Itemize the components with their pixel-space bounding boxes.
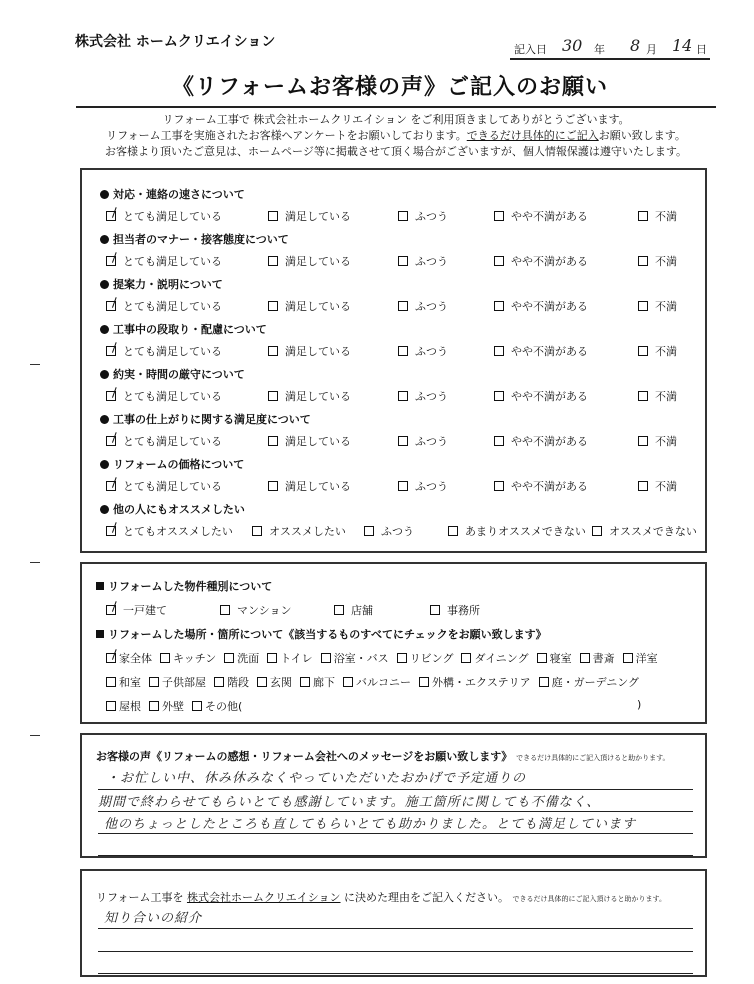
checkbox[interactable]	[398, 301, 408, 311]
voice-line-2: 期間で終わらせてもらいとても感謝しています。施工箇所に関しても不備なく、	[98, 795, 601, 810]
question-title	[100, 186, 245, 202]
rating-option[interactable]	[494, 478, 588, 494]
place-option[interactable]	[149, 700, 184, 713]
reason-section	[80, 869, 707, 977]
question-title-text: 約実・時間の厳守について	[113, 368, 245, 381]
rating-option[interactable]	[106, 253, 222, 269]
option-label: 不満	[655, 345, 677, 358]
date-day: 14	[672, 36, 693, 55]
option-label: 満足している	[285, 300, 351, 313]
month-unit: 月	[646, 43, 657, 56]
checkbox[interactable]	[398, 346, 408, 356]
option-label: 屋根	[119, 700, 141, 713]
rating-option[interactable]	[268, 253, 351, 269]
option-label: とても満足している	[123, 480, 222, 493]
ruled-line	[98, 973, 693, 974]
customer-voice-section	[80, 733, 707, 858]
reason-note: できるだけ具体的にご記入頂けると助かります。	[512, 895, 666, 903]
reason-prompt	[96, 889, 666, 905]
rating-option[interactable]	[638, 208, 677, 224]
checkbox[interactable]	[398, 211, 408, 221]
option-label: やや不満がある	[511, 435, 588, 448]
option-label: 寝室	[549, 652, 572, 665]
question-title-text: 他の人にもオススメしたい	[113, 503, 245, 516]
option-label: 不満	[655, 480, 677, 493]
option-label: 満足している	[285, 435, 351, 448]
option-label: ふつう	[415, 345, 448, 358]
checkbox[interactable]	[334, 605, 344, 615]
checkbox-checked[interactable]	[106, 301, 116, 311]
ruled-line	[98, 833, 693, 834]
option-label: 不満	[655, 390, 677, 403]
option-label: 満足している	[285, 390, 351, 403]
place-row	[106, 698, 250, 714]
option-label: リビング	[409, 652, 454, 665]
question-title-text: 提案力・説明について	[113, 278, 223, 291]
option-label: キッチン	[173, 652, 217, 665]
rating-option[interactable]	[398, 478, 448, 494]
voice-note: できるだけ具体的にご記入頂けると助かります。	[516, 754, 670, 762]
option-label: その他(	[205, 700, 243, 713]
bullet-icon	[100, 460, 109, 469]
checkbox[interactable]	[592, 526, 602, 536]
checkbox[interactable]	[268, 391, 278, 401]
place-option[interactable]	[149, 676, 206, 689]
rating-option[interactable]	[638, 433, 677, 449]
option-label: ふつう	[415, 390, 448, 403]
option-label: ふつう	[381, 525, 414, 538]
date-field[interactable]	[510, 38, 710, 60]
checkbox[interactable]	[638, 481, 648, 491]
voice-line-3: 他のちょっとしたところも直してもらいとても助かりました。とても満足しています	[104, 817, 637, 832]
place-option[interactable]	[343, 676, 411, 689]
rating-option[interactable]	[638, 388, 677, 404]
voice-title	[96, 748, 670, 764]
bullet-icon	[100, 235, 109, 244]
satisfaction-survey	[80, 168, 707, 553]
option-label: 満足している	[285, 255, 351, 268]
option-label: とても満足している	[123, 345, 222, 358]
option-label: 不満	[655, 435, 677, 448]
option-label: やや不満がある	[511, 390, 588, 403]
option-label: 不満	[655, 255, 677, 268]
checkbox[interactable]	[220, 605, 230, 615]
company-name: 株式会社 ホームクリエイション	[75, 34, 276, 50]
rating-option[interactable]	[638, 298, 677, 314]
checkbox[interactable]	[224, 653, 234, 663]
checkbox[interactable]	[192, 701, 202, 711]
checkbox-checked[interactable]	[106, 391, 116, 401]
recommend-option[interactable]	[252, 523, 346, 539]
ruled-line	[98, 811, 693, 812]
option-label: やや不満がある	[511, 255, 588, 268]
checkbox[interactable]	[268, 481, 278, 491]
place-title	[96, 626, 547, 642]
rating-option[interactable]	[268, 298, 351, 314]
question-title-text: リフォームの価格について	[113, 458, 245, 471]
question-title	[100, 321, 267, 337]
place-option[interactable]	[106, 652, 152, 665]
rating-option[interactable]	[494, 433, 588, 449]
checkbox[interactable]	[419, 677, 429, 687]
rating-option[interactable]	[268, 478, 351, 494]
place-option[interactable]	[580, 652, 615, 665]
rating-option[interactable]	[494, 208, 588, 224]
option-label: あまりオススメできない	[465, 525, 586, 538]
option-label: 不満	[655, 300, 677, 313]
checkbox[interactable]	[638, 436, 648, 446]
ruled-line	[98, 789, 693, 790]
checkbox[interactable]	[638, 391, 648, 401]
checkbox[interactable]	[461, 653, 471, 663]
checkbox-checked[interactable]	[106, 653, 116, 663]
recommend-option[interactable]	[106, 523, 233, 539]
checkbox[interactable]	[638, 301, 648, 311]
rating-option[interactable]	[106, 388, 222, 404]
rating-option[interactable]	[268, 388, 351, 404]
option-label: 庭・ガーデニング	[551, 676, 640, 689]
checkbox-checked[interactable]	[106, 481, 116, 491]
checkbox[interactable]	[268, 301, 278, 311]
title-divider	[76, 106, 716, 108]
place-option[interactable]	[419, 676, 531, 689]
rating-option[interactable]	[398, 433, 448, 449]
option-label: 不満	[655, 210, 677, 223]
property-section	[80, 562, 707, 724]
option-label: ダイニング	[474, 652, 529, 665]
question-title	[100, 456, 244, 472]
option-label: 和室	[119, 676, 141, 689]
question-title-text: 工事中の段取り・配慮について	[113, 323, 267, 336]
question-title	[100, 411, 311, 427]
checkbox[interactable]	[214, 677, 224, 687]
checkbox[interactable]	[638, 346, 648, 356]
checkbox[interactable]	[580, 653, 590, 663]
checkbox[interactable]	[106, 701, 116, 711]
option-label: オススメしたい	[269, 525, 346, 538]
option-label: 一戸建て	[123, 604, 167, 617]
intro-line-2a: リフォーム工事を実施されたお客様へアンケートをお願いしております。	[106, 129, 467, 142]
checkbox[interactable]	[398, 481, 408, 491]
checkbox[interactable]	[494, 391, 504, 401]
checkbox-checked[interactable]	[106, 211, 116, 221]
place-option[interactable]	[537, 652, 572, 665]
option-label: やや不満がある	[511, 300, 588, 313]
date-year: 30	[562, 36, 583, 55]
option-label: やや不満がある	[511, 480, 588, 493]
checkbox[interactable]	[160, 653, 170, 663]
option-label: ふつう	[415, 255, 448, 268]
intro-line-2	[76, 128, 716, 144]
checkbox[interactable]	[268, 256, 278, 266]
intro-line-2-underlined: できるだけ具体的にご記入	[466, 129, 599, 142]
date-label: 記入日	[514, 43, 547, 56]
place-option[interactable]	[257, 676, 292, 689]
option-label: 浴室・バス	[333, 652, 389, 665]
page-title: 《リフォームお客様の声》ご記入のお願い	[172, 75, 608, 100]
option-label: 満足している	[285, 345, 351, 358]
option-label: 子供部屋	[162, 676, 206, 689]
checkbox[interactable]	[398, 391, 408, 401]
checkbox[interactable]	[623, 653, 633, 663]
checkbox[interactable]	[106, 677, 116, 687]
place-option[interactable]	[623, 652, 658, 665]
option-label: 洗面	[237, 652, 260, 665]
bullet-icon	[100, 370, 109, 379]
bullet-icon	[100, 415, 109, 424]
checkbox-checked[interactable]	[106, 526, 116, 536]
checkbox[interactable]	[300, 677, 310, 687]
checkbox[interactable]	[267, 653, 277, 663]
bullet-icon	[100, 280, 109, 289]
rating-option[interactable]	[106, 433, 222, 449]
checkbox-checked[interactable]	[106, 436, 116, 446]
place-option[interactable]	[106, 676, 141, 689]
checkbox[interactable]	[448, 526, 458, 536]
ruled-line	[98, 928, 693, 929]
rating-option[interactable]	[398, 388, 448, 404]
question-title-text: 工事の仕上がりに関する満足度について	[113, 413, 311, 426]
option-label: ふつう	[415, 210, 448, 223]
place-title-text: リフォームした場所・箇所について《該当するものすべてにチェックをお願い致します》	[108, 628, 547, 641]
place-option[interactable]	[160, 652, 216, 665]
option-label: 事務所	[447, 604, 480, 617]
rating-option[interactable]	[398, 298, 448, 314]
rating-option[interactable]	[268, 208, 351, 224]
checkbox[interactable]	[539, 677, 549, 687]
place-option[interactable]	[192, 700, 242, 713]
option-label: 店舗	[351, 604, 373, 617]
rating-option[interactable]	[494, 253, 588, 269]
place-option[interactable]	[321, 652, 389, 665]
intro-line-2b: お願い致します。	[598, 129, 686, 142]
square-bullet-icon	[96, 582, 104, 590]
option-label: やや不満がある	[511, 210, 588, 223]
bullet-icon	[100, 325, 109, 334]
place-option[interactable]	[300, 676, 335, 689]
option-label: 玄関	[270, 676, 292, 689]
recommend-option[interactable]	[364, 523, 414, 539]
option-label: 廊下	[313, 676, 335, 689]
property-type-title	[96, 578, 272, 594]
checkbox[interactable]	[494, 256, 504, 266]
intro-line-3: お客様より頂いたご意見は、ホームページ等に掲載させて頂く場合がございますが、個人情報保護は遵守いたします。	[105, 145, 687, 158]
checkbox[interactable]	[494, 301, 504, 311]
checkbox[interactable]	[257, 677, 267, 687]
checkbox[interactable]	[638, 256, 648, 266]
rating-option[interactable]	[268, 343, 351, 359]
option-label: 満足している	[285, 210, 351, 223]
checkbox[interactable]	[537, 653, 547, 663]
option-label: オススメできない	[609, 525, 697, 538]
checkbox[interactable]	[430, 605, 440, 615]
bullet-icon	[100, 190, 109, 199]
question-title	[100, 366, 245, 382]
option-label: バルコニー	[356, 676, 411, 689]
recommend-option[interactable]	[592, 523, 697, 539]
checkbox[interactable]	[494, 346, 504, 356]
place-row	[106, 650, 666, 666]
place-option[interactable]	[461, 652, 528, 665]
margin-mark	[30, 364, 40, 365]
checkbox[interactable]	[252, 526, 262, 536]
option-label: とてもオススメしたい	[123, 525, 233, 538]
place-option[interactable]	[539, 676, 639, 689]
option-label: ふつう	[415, 300, 448, 313]
option-label: トイレ	[280, 652, 313, 665]
checkbox[interactable]	[494, 481, 504, 491]
square-bullet-icon	[96, 630, 104, 638]
rating-option[interactable]	[638, 478, 677, 494]
place-option[interactable]	[267, 652, 312, 665]
option-label: 書斎	[592, 652, 615, 665]
option-label: とても満足している	[123, 435, 222, 448]
reason-prefix: リフォーム工事を	[96, 891, 184, 904]
rating-option[interactable]	[398, 208, 448, 224]
checkbox[interactable]	[149, 701, 159, 711]
checkbox[interactable]	[321, 653, 331, 663]
year-unit: 年	[594, 43, 605, 56]
rating-option[interactable]	[638, 343, 677, 359]
option-label: 外壁	[162, 700, 184, 713]
rating-option[interactable]	[106, 478, 222, 494]
checkbox[interactable]	[398, 256, 408, 266]
rating-option[interactable]	[268, 433, 351, 449]
rating-option[interactable]	[106, 343, 222, 359]
property-type-option[interactable]	[334, 602, 373, 618]
option-label: とても満足している	[123, 210, 222, 223]
ruled-line	[98, 951, 693, 952]
question-title-text: 担当者のマナー・接客態度について	[113, 233, 289, 246]
option-label: ふつう	[415, 435, 448, 448]
place-option[interactable]	[106, 700, 141, 713]
place-option[interactable]	[397, 652, 454, 665]
property-type-option[interactable]	[106, 602, 167, 618]
checkbox[interactable]	[398, 436, 408, 446]
voice-line-1: ・お忙しい中、休み休みなくやっていただいたおかげで予定通りの	[106, 771, 527, 786]
rating-option[interactable]	[106, 298, 222, 314]
checkbox[interactable]	[149, 677, 159, 687]
option-label: 外構・エクステリア	[432, 676, 531, 689]
option-label: とても満足している	[123, 255, 222, 268]
day-unit: 日	[696, 43, 707, 56]
ruled-line	[98, 855, 693, 856]
checkbox[interactable]	[343, 677, 353, 687]
checkbox[interactable]	[268, 346, 278, 356]
reason-suffix: に決めた理由をご記入ください。	[344, 891, 510, 904]
rating-option[interactable]	[494, 343, 588, 359]
checkbox[interactable]	[268, 436, 278, 446]
property-type-option[interactable]	[220, 602, 292, 618]
question-title	[100, 231, 289, 247]
rating-option[interactable]	[398, 253, 448, 269]
checkbox-checked[interactable]	[106, 256, 116, 266]
checkbox[interactable]	[494, 436, 504, 446]
place-option[interactable]	[214, 676, 249, 689]
checkbox-checked[interactable]	[106, 605, 116, 615]
checkbox[interactable]	[268, 211, 278, 221]
date-month: 8	[630, 36, 641, 55]
checkbox-checked[interactable]	[106, 346, 116, 356]
option-label: ふつう	[415, 480, 448, 493]
option-label: やや不満がある	[511, 345, 588, 358]
rating-option[interactable]	[106, 208, 222, 224]
checkbox[interactable]	[397, 653, 407, 663]
margin-mark	[30, 735, 40, 736]
bullet-icon	[100, 505, 109, 514]
voice-title-text: お客様の声《リフォームの感想・リフォーム会社へのメッセージをお願い致します》	[96, 750, 513, 763]
question-title-text: 対応・連絡の速さについて	[113, 188, 245, 201]
rating-option[interactable]	[638, 253, 677, 269]
option-label: 洋室	[635, 652, 658, 665]
recommend-option[interactable]	[448, 523, 586, 539]
option-label: 階段	[227, 676, 249, 689]
question-title	[100, 501, 245, 517]
margin-mark	[30, 562, 40, 563]
place-option[interactable]	[224, 652, 259, 665]
option-label: とても満足している	[123, 300, 222, 313]
rating-option[interactable]	[494, 298, 588, 314]
question-title	[100, 276, 223, 292]
option-label: 満足している	[285, 480, 351, 493]
intro-line-1: リフォーム工事で 株式会社ホームクリエイション をご利用頂きましてありがとうございます。	[162, 113, 630, 126]
rating-option[interactable]	[398, 343, 448, 359]
property-type-option[interactable]	[430, 602, 480, 618]
property-type-title-text: リフォームした物件種別について	[108, 580, 273, 593]
place-row	[106, 674, 647, 690]
option-label: 家全体	[119, 652, 152, 665]
reason-answer[interactable]: 知り合いの紹介	[104, 911, 203, 926]
other-close-paren: )	[637, 698, 642, 711]
reason-company: 株式会社ホームクリエイション	[186, 891, 341, 904]
checkbox[interactable]	[494, 211, 504, 221]
option-label: マンション	[237, 604, 292, 617]
option-label: とても満足している	[123, 390, 222, 403]
checkbox[interactable]	[638, 211, 648, 221]
rating-option[interactable]	[494, 388, 588, 404]
checkbox[interactable]	[364, 526, 374, 536]
